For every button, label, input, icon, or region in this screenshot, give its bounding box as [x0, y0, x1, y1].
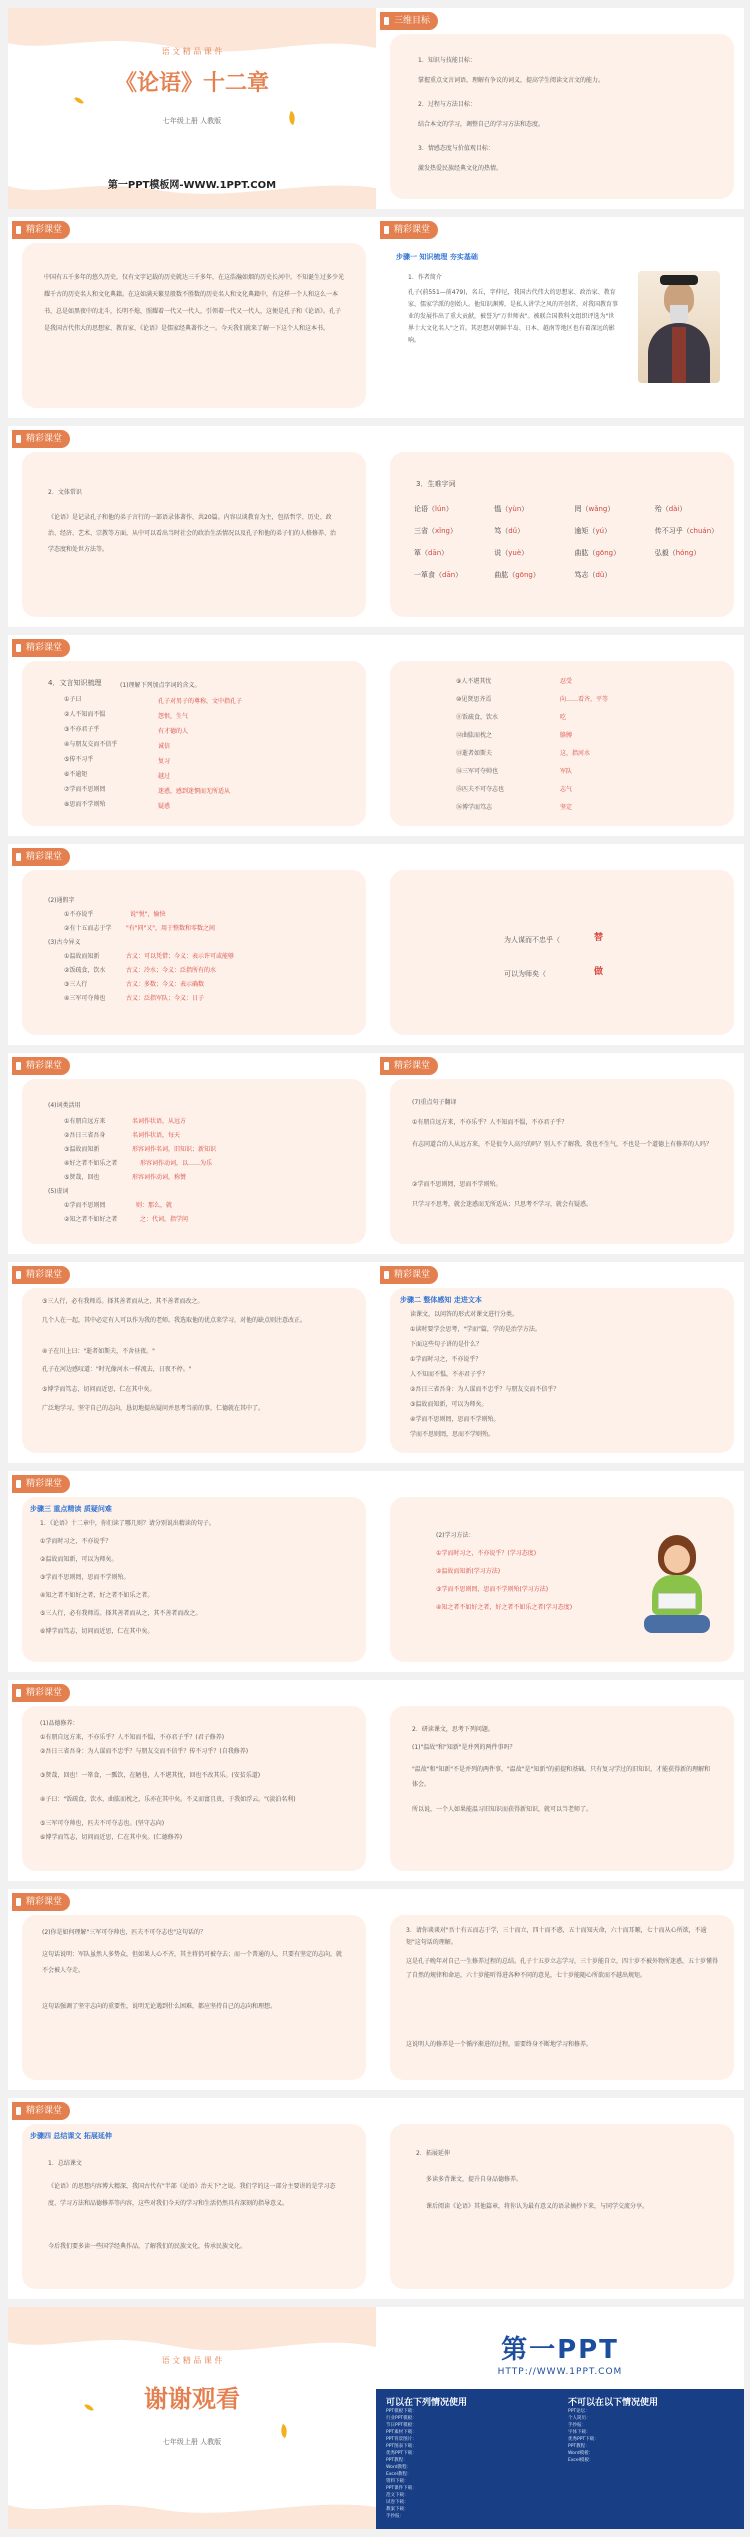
text-line: ①温故而知新: [64, 953, 100, 960]
text-line: ⑤三军可夺帅也，匹夫不可夺志也。(坚守志向): [40, 1820, 165, 1827]
text-line: ④知之者不如好之者，好之者不如乐之者。: [40, 1592, 154, 1599]
girl-reading-icon: [640, 1531, 714, 1641]
meaning: 古义：可以凭借；今义：表示许可或能够: [126, 953, 235, 960]
text-line: 结合本文的学习，调整自己的学习方法和态度。: [418, 121, 545, 128]
content-panel: [22, 1915, 366, 2080]
logo-text: 第一PPT: [501, 2335, 619, 2365]
answer: 这句话说明：军队虽然人多势众，但如果人心不齐，其主将仍可被夺去；而一个普通的人，只要有坚定的志向，就不会被人夺走。: [42, 1951, 343, 1974]
slide-tongjia: [8, 844, 376, 1045]
text-line: (2)学习方法：: [436, 1532, 475, 1539]
vocab-meaning: 疑惑: [158, 803, 171, 810]
text-line: ④子曰："饭疏食，饮水，曲肱而枕之，乐亦在其中矣。不义而富且贵，于我如浮云。"(淡泊名利): [40, 1796, 296, 1803]
decorative-wave: [8, 2307, 376, 2529]
slide-tab: 精彩课堂: [380, 221, 438, 239]
text-line: 下面这些句子讲的是什么？: [410, 1341, 483, 1348]
text-line: ①有朋自远方来: [64, 1118, 106, 1125]
vocab-term: ①子曰: [64, 696, 82, 703]
cover-grade: 七年级上册 人教版: [162, 117, 222, 125]
text-line: 优秀PPT下载：: [568, 2437, 599, 2442]
text-line: Word教程：: [386, 2465, 412, 2470]
section-heading: 1．作者简介: [408, 274, 442, 281]
text-line: ⑤三人行，必有我师焉。择其善者而从之，其不善者而改之。: [40, 1610, 202, 1617]
vocab-meaning: 有才德的人: [158, 728, 189, 735]
text-line: ③学而不思则罔，思而不学则殆。: [40, 1574, 130, 1581]
text-line: 2．过程与方法目标：: [418, 101, 476, 108]
vocab-term: ⑯博学而笃志: [456, 804, 493, 811]
vocab-meaning: 吃: [560, 714, 567, 721]
text-line: 3．情感态度与价值观目标：: [418, 145, 494, 152]
slide-close-reading: [8, 1471, 376, 1672]
logo-url: HTTP://WWW.1PPT.COM: [497, 2367, 623, 2377]
text-line: Word模板：: [568, 2451, 594, 2456]
text-line: ②吾日三省吾身：为人谋而不忠乎？与朋友交而不信乎？: [410, 1386, 560, 1393]
slide-tab: 精彩课堂: [12, 221, 70, 239]
meaning: 形容词作动词，称赞: [132, 1174, 187, 1181]
pinyin-row: 一箪食（dān） 曲肱（gōng） 笃志（dǔ）: [414, 571, 612, 579]
meaning: 之：代词，指学问: [140, 1216, 189, 1223]
text-line: 3．请你谈谈对"吾十有五而志于学，三十而立，四十而不惑，五十而知天命，六十而耳顺，七十而从心所欲，不逾矩"这句话的理解。: [406, 1927, 707, 1946]
slide-tab: 精彩课堂: [12, 1893, 70, 1911]
vocab-term: ⑭三军可夺帅也: [456, 768, 499, 775]
vocab-term: ⑧思而不学则殆: [64, 801, 106, 808]
nonusage-heading: 不可以在以下情况使用: [568, 2398, 659, 2408]
text-line: ②知之者不如好之者: [64, 1216, 118, 1223]
slide-extension: [376, 2098, 744, 2299]
slide-cover: [8, 8, 376, 209]
text-line: 范文下载：: [386, 2493, 409, 2498]
pinyin-table: [414, 504, 733, 592]
text-line: 2．拓展延伸: [416, 2150, 450, 2157]
text-line: PPT模板下载：: [386, 2409, 417, 2414]
text-line: ③温故而知新，可以为师矣。: [410, 1401, 488, 1408]
vocab-term: ③不亦君子乎: [64, 726, 100, 733]
slide-summary: [8, 2098, 376, 2299]
text-line: 个人简历：: [568, 2416, 591, 2421]
answer-1: 替: [594, 933, 604, 943]
vocab-meaning: 这，指河水: [560, 750, 591, 757]
text-line: PPT背景图片：: [386, 2437, 417, 2442]
text-line: ②温故而知新(学习方法): [436, 1568, 501, 1575]
slide-advert: [376, 2307, 744, 2529]
text-line: 学而不思则罔，思而不学则殆。: [410, 1431, 495, 1438]
content-panel: [390, 870, 734, 1035]
answer: 这句话强调了坚守志向的重要性，说明无论遇到什么困难，都应坚持自己的志向和理想。: [42, 2003, 277, 2010]
meaning: 古义：冷水；今义：泛指所有的水: [126, 967, 217, 974]
meaning: 则：那么，就: [136, 1202, 173, 1209]
pinyin-row: 论语（lún） 愠（yùn） 罔（wǎng） 殆（dài）: [414, 505, 687, 513]
author-paragraph: 孔子(前551—前479)，名丘，字仲尼，我国古代伟大的思想家、政治家、教育家，儒家学派的创始人。他知识渊博，是私人讲学之风的开创者，对我国教育事业的发展作出了重大贡献，被誉为"万世师表"。被联合国教科文组织评选为"世界十大文化名人"之首。其思想对朝鲜半岛、日本、越南等地区也有着深远的影响。: [408, 289, 619, 344]
text-line: (5)虚词: [48, 1188, 69, 1195]
translation: 广泛地学习，坚守自己的志向，恳切地提出疑问并思考当前的事，仁德就在其中了。: [42, 1405, 265, 1412]
text-line: ③三人行，必有我师焉。择其善者而从之，其不善者而改之。: [42, 1298, 204, 1305]
text-line: 多读多背课文，提升自身品德修养。: [426, 2176, 523, 2183]
answer-2: 做: [594, 967, 604, 977]
text-line: ①学而时习之，不亦说乎？(学习态度): [436, 1550, 537, 1557]
vocab-meaning: 忍受: [560, 678, 573, 685]
cover-title: 《论语》十二章: [114, 70, 269, 96]
vocab-term: ②人不知而不愠: [64, 711, 106, 718]
vocab-meaning: 志气: [560, 786, 573, 793]
answer: 所以说，一个人如果能温习旧知识而获得新知识，就可以当老师了。: [412, 1806, 593, 1813]
text-line: 行业PPT模板：: [386, 2416, 417, 2421]
meaning: 说"悦"，愉快: [130, 911, 166, 918]
text-line: 激发热爱民族经典文化的热情。: [418, 165, 503, 172]
slide-objectives: [376, 8, 744, 209]
text-line: 试卷下载：: [386, 2500, 409, 2505]
sentence-2: 可以为师矣（: [504, 970, 546, 978]
text-line: ③三人行: [64, 981, 88, 988]
vocab-term: ⑦学而不思则罔: [64, 786, 106, 793]
thanks-top-label: 语 文 精 品 课 件: [161, 2356, 223, 2365]
text-line: ④子在川上曰："逝者如斯夫，不舍昼夜。": [42, 1348, 155, 1355]
slide-perception: [376, 1262, 744, 1463]
vocab-meaning: 迷惑，感到迷惘而无所适从: [158, 788, 231, 795]
meaning: 名词作状语，每天: [132, 1132, 181, 1139]
meaning: 形容词作动词，以……为乐: [140, 1160, 213, 1167]
text-line: 手抄报：: [386, 2514, 404, 2519]
text-line: ④学而不思则罔，思而不学则殆。: [410, 1416, 500, 1423]
text-line: PPT论坛：: [568, 2409, 590, 2414]
genre-paragraph: 《论语》是记录孔子和他的弟子言行的一部语录体著作，共20篇。内容以谈教育为主，包括哲学、历史、政治、经济、艺术、宗教等方面，从中可以看出当时社会的政治生活情况以及孔子和他的弟子们的人格修养、治学态度和处世方法等。: [48, 514, 337, 553]
slide-tab: 精彩课堂: [380, 1266, 438, 1284]
text-line: ④三军可夺帅也: [64, 995, 106, 1002]
text-line: ①读时要学会思考，"学而"篇，学的是治学方法。: [410, 1326, 541, 1333]
vocab-meaning: 怨恨，生气: [158, 713, 189, 720]
text-line: 1．《论语》十二章中，你们读了哪几则？请分别说出精读的句子。: [40, 1520, 215, 1527]
text-line: 掌握重点文言词语，理解有争议的词义，提高学生阅读文言文的能力。: [418, 77, 605, 84]
thanks-title: 谢谢观看: [144, 2384, 240, 2413]
slide-tab: 精彩课堂: [12, 2102, 70, 2120]
slide-tab: 精彩课堂: [12, 1684, 70, 1702]
translation: 只学习不思考，就会迷惑而无所适从；只思考不学习，就会有疑惑。: [412, 1201, 593, 1208]
slide-pinyin: [376, 426, 744, 627]
thanks-grade: 七年级上册 人教版: [162, 2438, 222, 2446]
vocab-term: ⑫曲肱而枕之: [456, 732, 493, 739]
section-heading: 4．文言知识梳理: [48, 679, 102, 687]
slide-tab: 精彩课堂: [12, 1266, 70, 1284]
intro-paragraph: 中国有五千多年的悠久历史，仅有文字记载的历史就达三千多年，在这浩瀚如烟的历史长河中，不知诞生过多少光耀千古的历史名人和文化典籍。在这如满天繁星般数不胜数的历史名人和文化典籍中，有这样一个人和这么一本书，总是如黑夜中的北斗，长明不熄，照耀着一代又一代人，引领着一代又一代人，这便是孔子和《论语》。孔子是我国古代伟大的思想家、教育家，《论语》是儒家经典著作之一。今天我们就来了解一下这个人和这本书。: [44, 274, 345, 332]
vocab-term: ⑥不逾矩: [64, 771, 88, 778]
content-panel: [22, 1706, 366, 1871]
meaning: "有"同"又"，用于整数和零数之间: [126, 925, 216, 932]
text-line: PPT教程：: [568, 2444, 590, 2449]
vocab-term: ⑩见贤思齐焉: [456, 696, 492, 703]
text-line: ④知之者不如好之者，好之者不如乐之者(学习态度): [436, 1604, 573, 1611]
text-line: 人不知而不愠，不亦君子乎？: [410, 1371, 489, 1378]
text-line: (3)古今异义: [48, 939, 81, 946]
vocab-meaning: 胳膊: [560, 732, 573, 739]
slide-tab: 精彩课堂: [380, 1057, 438, 1075]
text-line: ⑥博学而笃志，切问而近思，仁在其中矣。: [40, 1628, 154, 1635]
text-line: Excel教程：: [386, 2472, 412, 2477]
text-line: (4)词类活用: [48, 1102, 81, 1109]
text-line: 节日PPT模板：: [386, 2423, 417, 2428]
section-heading: 2．文体常识: [48, 489, 82, 496]
translation: 有志同道合的人从远方来，不是很令人高兴的吗？别人不了解我，我也不生气，不也是一个道德上有修养的人吗？: [412, 1141, 713, 1148]
vocab-term: ④与朋友交而不信乎: [64, 741, 118, 748]
text-line: 读课文，以问答的形式对课文进行分类。: [410, 1311, 519, 1318]
text-line: 字体下载：: [568, 2430, 591, 2435]
text-line: 优秀PPT下载：: [386, 2451, 417, 2456]
text-line: ④好之者不如乐之者: [64, 1160, 118, 1167]
translation: 孔子在河边感叹道："时光像河水一样流去，日夜不停。": [42, 1366, 192, 1373]
slide-translate-2: [8, 1262, 376, 1463]
answer: "温故"和"知新"不是并列的两件事，"温故"是"知新"的前提和基础。只有复习学过的旧知识，才能获得新的理解和体会。: [412, 1766, 711, 1788]
text-line: ②吾日三省吾身: [64, 1132, 106, 1139]
text-line: ⑥博学而笃志，切问而近思，仁在其中矣。(仁德修养): [40, 1834, 183, 1841]
text-line: ③温故而知新: [64, 1146, 100, 1153]
text-line: ②温故而知新，可以为师矣。: [40, 1556, 118, 1563]
text-line: ①学而时习之，不亦说乎？: [40, 1538, 112, 1545]
sub-heading: (1)理解下列加点字词的含义。: [120, 682, 201, 689]
text-line: (7)重点句子翻译: [412, 1099, 457, 1106]
vocab-term: ⑪饭疏食，饮水: [456, 714, 499, 721]
text-line: (1)"温故"和"知新"是并列的两件事吗？: [412, 1744, 516, 1751]
vocab-meaning: 孔子对男子的尊称，文中指孔子: [158, 698, 243, 705]
slide-tab: 精彩课堂: [12, 1475, 70, 1493]
text-line: ①有朋自远方来，不亦乐乎？人不知而不愠，不亦君子乎？(君子修养): [40, 1734, 225, 1741]
step-heading: 步骤二 整体感知 走进文本: [400, 1296, 482, 1304]
slide-question-1: [376, 1680, 744, 1881]
answer: 这说明人的修养是一个循序渐进的过程，需要终身不断地学习和修养。: [406, 2041, 593, 2048]
text-line: ③贤哉，回也！一箪食，一瓢饮，在陋巷，人不堪其忧，回也不改其乐。(安贫乐道): [40, 1772, 261, 1779]
text-line: PPT图表下载：: [386, 2444, 417, 2449]
text-line: 今后我们要多读一些国学经典作品，了解我们的民族文化，传承民族文化。: [48, 2243, 247, 2250]
text-line: ⑤贤哉，回也: [64, 1174, 100, 1181]
slide-genre: [8, 426, 376, 627]
text-line: 1．总结课文: [48, 2160, 82, 2167]
answer: 这是孔子晚年对自己一生修养过程的总结。孔子十五岁立志学习，三十岁能自立，四十岁不被外物所迷惑，五十岁懂得了自然的规律和命运，六十岁能听得进各种不同的意见，七十岁能随心所欲而不越出规矩。: [406, 1958, 719, 1979]
slide-translate-1: [376, 1053, 744, 1254]
vocab-term: ⑨人不堪其忧: [456, 678, 492, 685]
slide-thanks: [8, 2307, 376, 2529]
vocab-meaning: 越过: [158, 773, 171, 780]
confucius-portrait-icon: [638, 271, 720, 383]
step-heading: 步骤四 总结课文 拓展延伸: [30, 2132, 112, 2140]
meaning: 名词作状语，从远方: [132, 1118, 187, 1125]
usage-heading: 可以在下列情况使用: [386, 2398, 468, 2408]
step-heading: 步骤三 重点精读 质疑问难: [30, 1505, 112, 1513]
slide-polysemy: [376, 844, 744, 1045]
text-line: ②饭疏食，饮水: [64, 967, 106, 974]
text-line: ②学而不思则罔，思而不学则殆。: [412, 1181, 502, 1188]
slide-tab: 三维目标: [380, 12, 438, 30]
text-line: (2)你是如何理解"三军可夺帅也，匹夫不可夺志也"这句话的？: [42, 1929, 207, 1936]
vocab-meaning: 军队: [560, 768, 573, 775]
text-line: ③学而不思则罔，思而不学则殆(学习方法): [436, 1586, 549, 1593]
slide-moral: [8, 1680, 376, 1881]
vocab-term: ⑤传不习乎: [64, 756, 94, 763]
meaning: 形容词作名词，旧知识；新知识: [132, 1146, 217, 1153]
text-line: PPT素材下载：: [386, 2430, 417, 2435]
vocab-meaning: 诚信: [158, 743, 171, 750]
slide-tab: 精彩课堂: [12, 639, 70, 657]
text-line: 资料下载：: [386, 2479, 409, 2484]
slide-tab: 精彩课堂: [12, 1057, 70, 1075]
section-heading: 3．生难字词: [416, 480, 456, 488]
text-line: ②有十五而志于学: [64, 925, 112, 932]
text-line: ①学而时习之，不亦说乎？: [410, 1356, 482, 1363]
text-line: Excel模板：: [568, 2458, 594, 2463]
cover-top-label: 语 文 精 品 课 件: [161, 47, 223, 56]
text-line: PPT教程：: [386, 2458, 408, 2463]
vocab-term: ⑮匹夫不可夺志也: [456, 786, 505, 793]
text-line: ②吾日三省吾身：为人谋而不忠乎？与朋友交而不信乎？传不习乎？(自我修养): [40, 1748, 249, 1755]
text-line: 教案下载：: [386, 2507, 409, 2512]
text-line: (2)通假字: [48, 897, 75, 904]
sentence-1: 为人谋而不忠乎（: [504, 936, 560, 944]
slide-tab: 精彩课堂: [12, 430, 70, 448]
step-heading: 步骤一 知识梳理 夯实基础: [396, 253, 478, 261]
vocab-term: ⑬逝者如斯夫: [456, 750, 493, 757]
meaning: 古义：多数；今义：表示确数: [126, 981, 205, 988]
text-line: (1)品德修养：: [40, 1720, 79, 1727]
text-line: ①学而不思则罔: [64, 1202, 106, 1209]
vocab-meaning: 坚定: [560, 804, 573, 811]
slide-intro: [8, 217, 376, 418]
text-line: 手抄报：: [568, 2423, 586, 2428]
pinyin-row: 三省（xǐng） 笃（dǔ） 逾矩（yú） 传不习乎（chuán）: [414, 527, 719, 535]
translation: 几个人在一起，其中必定有人可以作为我的老师。我选取他的优点来学习，对他的缺点则注意改正。: [42, 1317, 307, 1324]
meaning: 古义：泛指军队；今义：日子: [126, 995, 205, 1002]
vocab-meaning: 复习: [158, 758, 171, 765]
slide-study-methods: [376, 1471, 744, 1672]
slide-cilei: [8, 1053, 376, 1254]
text-line: 2．研读课文，思考下列问题。: [412, 1726, 494, 1733]
slide-question-3: [376, 1889, 744, 2090]
info-panel: [376, 2389, 744, 2529]
text-line: ①有朋自远方来，不亦乐乎？人不知而不愠，不亦君子乎？: [412, 1119, 568, 1126]
pinyin-row: 箪（dān） 说（yuè） 曲肱（gōng） 弘毅（hóng）: [414, 549, 701, 557]
text-line: 1．知识与技能目标：: [418, 57, 476, 64]
slide-vocab-2: [376, 635, 744, 836]
slide-tab: 精彩课堂: [12, 848, 70, 866]
text-line: 《论语》的思想内容博大精深，我国古代有"半部《论语》治天下"之说。我们学的这一部分主要讲的是学习态度、学习方法和品德修养等内容，这些对我们今天的学习和生活仍然具有深刻的指导意义。: [48, 2183, 336, 2207]
text-line: 课后阅读《论语》其他篇章，将你认为最有意义的语录摘抄下来，与同学交流分享。: [426, 2203, 649, 2210]
text-line: ①不亦说乎: [64, 911, 94, 918]
slide-question-2: [8, 1889, 376, 2090]
vocab-meaning: 向……看齐，平等: [560, 696, 609, 703]
text-line: ⑤博学而笃志，切问而近思，仁在其中矣。: [42, 1386, 156, 1393]
text-line: PPT课件下载：: [386, 2486, 417, 2491]
cover-site: 第一PPT模板网-WWW.1PPT.COM: [107, 180, 277, 191]
slide-vocab-1: [8, 635, 376, 836]
slide-author: [376, 217, 744, 418]
